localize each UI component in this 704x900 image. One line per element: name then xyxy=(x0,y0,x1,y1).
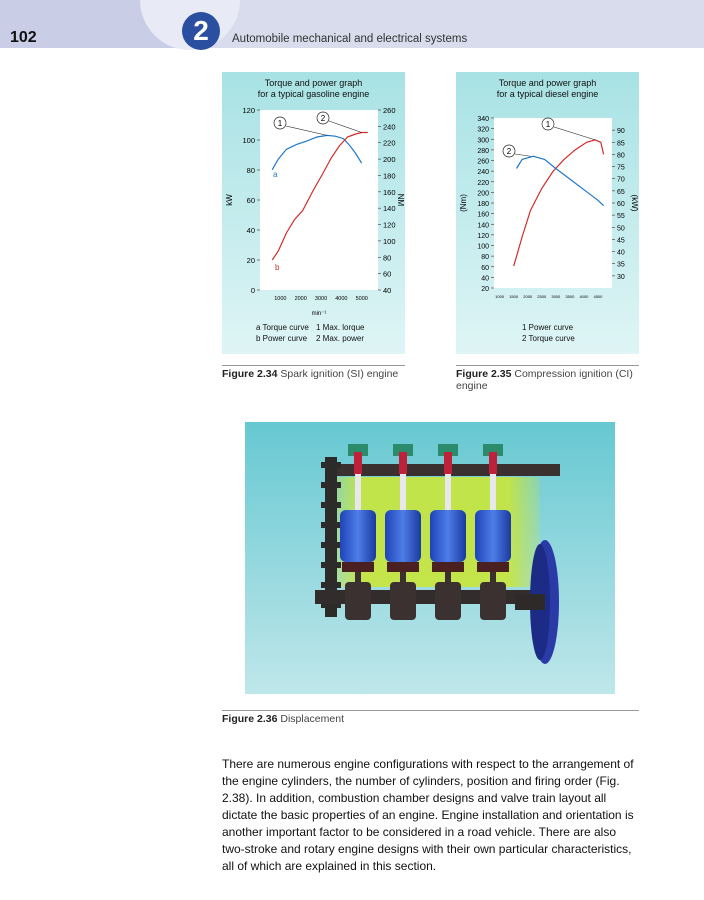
marker-2-label: 2 xyxy=(506,147,512,156)
right-tick-label: 60 xyxy=(383,269,392,279)
right-axis-label: NM xyxy=(396,193,405,207)
figure-235-title-1: Torque and power graph xyxy=(498,78,597,88)
right-tick-label: 180 xyxy=(383,171,396,181)
piston xyxy=(340,510,376,562)
left-tick-label: 200 xyxy=(477,190,489,198)
figure-234-legend xyxy=(256,322,406,344)
x-tick-label: 1500 xyxy=(509,294,519,299)
right-tick-label: 40 xyxy=(383,286,392,295)
piston-skirt xyxy=(477,562,509,572)
figure-235-label: Figure 2.35 xyxy=(456,368,512,380)
right-tick-label: 30 xyxy=(617,273,625,281)
figure-234-chart xyxy=(222,102,405,342)
valve-stem xyxy=(355,474,361,510)
left-tick-label: 340 xyxy=(477,116,489,123)
right-tick-label: 90 xyxy=(617,128,625,136)
figure-236-rule xyxy=(222,710,639,711)
figure-235-caption-text-2: engine xyxy=(456,380,488,392)
curve-a-label: a xyxy=(273,170,278,179)
left-axis-label: (Nm) xyxy=(459,194,468,212)
valve-stem xyxy=(490,474,496,510)
x-tick-label: 2000 xyxy=(294,296,307,302)
figure-235-caption xyxy=(456,368,646,392)
marker-1-label: 1 xyxy=(545,120,551,129)
left-tick-label: 100 xyxy=(242,136,255,145)
x-tick-label: 4000 xyxy=(579,294,589,299)
right-tick-label: 35 xyxy=(617,261,625,269)
piston-skirt xyxy=(432,562,464,572)
figure-235-chart xyxy=(456,102,639,342)
x-tick-label: 3000 xyxy=(314,296,328,302)
legend-b: b Power curve xyxy=(256,334,308,343)
left-tick-label: 0 xyxy=(250,286,255,295)
left-tick-label: 180 xyxy=(477,201,489,208)
left-tick-label: 100 xyxy=(477,243,489,251)
left-tick-label: 120 xyxy=(477,232,489,240)
figure-234-caption xyxy=(222,368,398,380)
figure-236-caption xyxy=(222,713,344,725)
right-axis-label: (kW) xyxy=(630,194,639,212)
right-tick-label: 45 xyxy=(617,237,625,245)
fuel-injector xyxy=(354,452,362,474)
figure-234-title-2: for a typical gasoline engine xyxy=(257,89,370,99)
left-tick-label: 120 xyxy=(242,106,255,115)
right-tick-label: 80 xyxy=(617,152,625,160)
fuel-injector xyxy=(489,452,497,474)
left-tick-label: 80 xyxy=(481,254,489,262)
chapter-badge: 2 xyxy=(182,12,220,50)
right-tick-label: 260 xyxy=(383,106,396,115)
x-tick-label: 4000 xyxy=(335,296,348,302)
left-tick-label: 280 xyxy=(477,147,489,155)
right-tick-label: 100 xyxy=(383,236,396,246)
left-tick-label: 80 xyxy=(246,166,255,175)
fuel-injector xyxy=(399,452,407,474)
left-tick-label: 220 xyxy=(477,179,489,187)
marker-1-label: 1 xyxy=(277,119,283,128)
legend-2: 2 Max. power xyxy=(316,334,365,343)
right-tick-label: 140 xyxy=(383,204,396,214)
left-tick-label: 160 xyxy=(477,211,489,219)
left-tick-label: 240 xyxy=(477,169,489,177)
legend-power: 1 Power curve xyxy=(522,323,574,332)
figure-235-title-2: for a typical diesel engine xyxy=(496,89,599,99)
left-tick-label: 320 xyxy=(477,126,489,134)
page-number: 102 xyxy=(10,29,37,46)
plot-area xyxy=(494,118,612,288)
figure-236-label: Figure 2.36 xyxy=(222,713,278,725)
left-tick-label: 260 xyxy=(477,158,489,166)
figure-235-legend xyxy=(522,322,632,344)
engine-drawing xyxy=(245,422,615,694)
legend-a: a Torque curve xyxy=(256,323,309,332)
figure-235-caption-text-1: Compression ignition (CI) xyxy=(514,368,633,380)
x-tick-label: 1000 xyxy=(495,294,505,299)
figure-235-panel xyxy=(456,72,639,354)
right-tick-label: 160 xyxy=(383,187,396,197)
right-tick-label: 40 xyxy=(617,249,625,257)
figure-235-rule xyxy=(456,365,639,366)
figure-234-rule xyxy=(222,365,405,366)
left-tick-label: 140 xyxy=(477,222,489,230)
right-tick-label: 60 xyxy=(617,201,625,208)
x-tick-label: 2000 xyxy=(523,294,533,299)
piston-skirt xyxy=(342,562,374,572)
valve-stem xyxy=(445,474,451,510)
left-tick-label: 20 xyxy=(246,256,255,265)
running-title: Automobile mechanical and electrical systems xyxy=(232,33,468,45)
x-tick-label: 1000 xyxy=(274,296,287,302)
piston xyxy=(385,510,421,562)
fuel-injector xyxy=(444,452,452,474)
x-tick-label: 3500 xyxy=(565,294,575,299)
right-tick-label: 65 xyxy=(617,188,625,196)
left-tick-label: 60 xyxy=(481,264,489,272)
left-tick-label: 60 xyxy=(246,196,255,205)
right-tick-label: 55 xyxy=(617,213,625,221)
engine-illustration xyxy=(245,422,615,694)
valve-stem xyxy=(400,474,406,510)
right-tick-label: 200 xyxy=(383,155,396,165)
piston xyxy=(475,510,511,562)
figure-236-caption-text: Displacement xyxy=(280,713,344,725)
curve-b-label: b xyxy=(275,263,280,272)
right-tick-label: 220 xyxy=(383,138,396,148)
x-tick-label: 5000 xyxy=(355,296,368,302)
marker-2-label: 2 xyxy=(320,114,326,123)
left-tick-label: 300 xyxy=(477,137,489,145)
x-tick-label: 2500 xyxy=(537,294,547,299)
x-tick-label: 3000 xyxy=(551,294,561,299)
legend-1: 1 Max. lorque xyxy=(316,323,365,332)
right-tick-label: 70 xyxy=(617,176,625,184)
piston-skirt xyxy=(387,562,419,572)
right-tick-label: 240 xyxy=(383,122,396,132)
left-tick-label: 40 xyxy=(246,226,255,235)
figure-234-caption-text: Spark ignition (SI) engine xyxy=(280,368,399,380)
figure-234-title-1: Torque and power graph xyxy=(264,78,363,88)
x-axis-label: min⁻¹ xyxy=(311,311,327,317)
right-tick-label: 80 xyxy=(383,253,392,263)
figure-234-label: Figure 2.34 xyxy=(222,368,278,380)
legend-torque: 2 Torque curve xyxy=(522,334,575,343)
right-tick-label: 120 xyxy=(383,220,396,230)
right-tick-label: 75 xyxy=(617,164,625,172)
figure-234-panel xyxy=(222,72,405,354)
right-tick-label: 85 xyxy=(617,140,625,148)
x-tick-label: 4500 xyxy=(593,294,603,299)
left-tick-label: 40 xyxy=(481,275,489,283)
left-tick-label: 20 xyxy=(481,286,489,293)
left-axis-label: kW xyxy=(225,194,234,206)
body-paragraph: There are numerous engine configurations with respect to the arrangement of the engine cylinders, the number of cylinders, position and firing order (Fig. 2.38). In addition, combustion chamber designs and valve train layout all dictate the basic properties of an engine. Engine installation and orientation is another important factor to be considered in a road vehicle. There are also two-stroke and rotary engine designs with their own particular characteristics, all of which are explained in this section. xyxy=(222,757,634,873)
right-tick-label: 50 xyxy=(617,225,625,233)
piston xyxy=(430,510,466,562)
